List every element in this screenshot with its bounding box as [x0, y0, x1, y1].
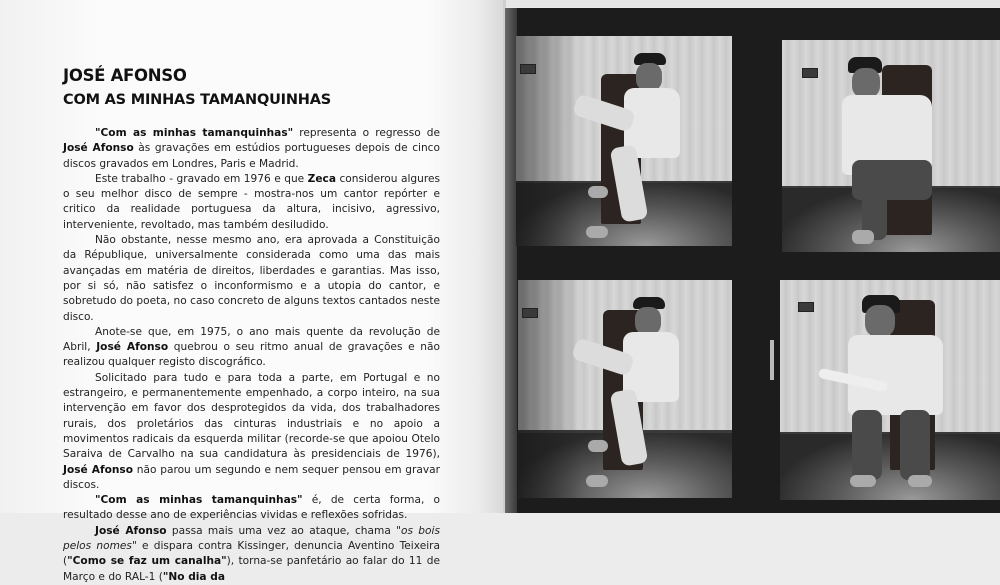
- body-paragraph: "Com as minhas tamanquinhas" representa o regresso de José Afonso às gravações em estúdios portugueses depois de cinco discos gravados em Londres, Paris e Madrid.: [63, 127, 441, 170]
- page-title: JOSÉ AFONSO: [63, 66, 187, 85]
- person-shirt: [848, 335, 943, 415]
- wall-outlet: [802, 68, 818, 78]
- person-legs: [852, 410, 882, 480]
- photo-frame-bottom-left: [518, 280, 732, 498]
- person-head: [635, 307, 661, 335]
- person-head: [636, 63, 662, 91]
- page-subtitle: COM AS MINHAS TAMANQUINHAS: [63, 92, 331, 108]
- person-head: [852, 68, 880, 98]
- body-paragraph: Não obstante, nesse mesmo ano, era aprovada a Constituição da République, universalmente considerada como uma das mais avançadas em matéria de direitos, liberdades e garantias. Mas isso, por si só, não satisfez o inconformismo e a utopia do cantor, e sobretudo do poeta, no caso concreto de alguns textos cantados neste disco.: [63, 234, 440, 323]
- wall-outlet: [798, 302, 814, 312]
- body-paragraph: Solicitado para tudo e para toda a parte, em Portugal e no estrangeiro, e permanentemente empenhado, a corpo inteiro, na sua intervenção em favor dos desprotegidos da vida, dos trabalhadores rurais, dos proletários das cinturas industriais e no apoio a movimentos radicais da esquerda militar (recorde-se que apoiou Otelo Saraiva de Carvalho na sua candidatura às presidenciais de 1976), José Afonso não parou um segundo e nem sequer pensou em gravar discos.: [63, 371, 440, 491]
- wall-outlet: [520, 64, 536, 74]
- photo-frame-bottom-right: [780, 280, 1000, 500]
- body-paragraph: José Afonso passa mais uma vez ao ataque, chama "os bois pelos nomes" e dispara contra Kissinger, denuncia Aventino Teixeira ("Como se faz um canalha"), torna-se panfetário ao falar do 11 de Março e do RAL-1 ("No dia da: [63, 524, 440, 583]
- photo-frame-top-right: [782, 40, 1000, 252]
- body-paragraph: Este trabalho - gravado em 1976 e que Zeca considerou algures o seu melhor disco de sempre - mostra-nos um cantor repórter e critico da realidade portuguesa da altura, incisivo, agressivo, interveniente, revoltado, mas também desiludido.: [63, 172, 440, 231]
- wall-outlet: [522, 308, 538, 318]
- photo-frame-top-left: [516, 36, 732, 246]
- body-paragraph: Anote-se que, em 1975, o ano mais quente da revolução de Abril, José Afonso quebrou o seu ritmo anual de gravações e não realizou qualquer registo discográfico.: [63, 325, 440, 369]
- person-head: [865, 305, 895, 337]
- body-text: [63, 126, 440, 585]
- film-edge-marks: [770, 340, 774, 380]
- body-paragraph: "Com as minhas tamanquinhas" é, de certa forma, o resultado desse ano de experiências vividas e reflexões sofridas.: [63, 494, 441, 522]
